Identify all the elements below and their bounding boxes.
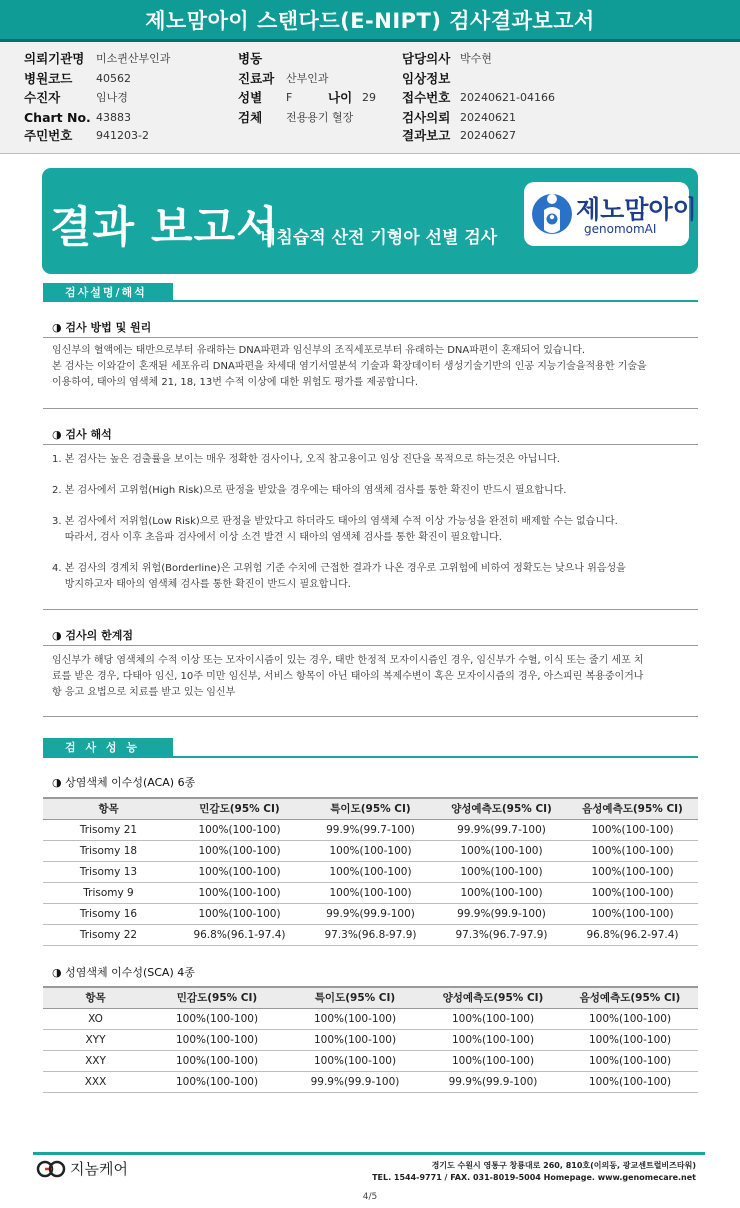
info-doctor-label: 담당의사 <box>402 51 451 66</box>
info-report-label: 결과보고 <box>402 128 451 143</box>
table-cell: 100%(100-100) <box>562 1029 698 1050</box>
table-cell: 100%(100-100) <box>562 1071 698 1092</box>
section-divider <box>43 300 698 302</box>
info-dept-value: 산부인과 <box>286 72 329 85</box>
info-receiver-label: 수진자 <box>24 90 61 105</box>
info-ward <box>238 49 286 67</box>
company-name: 지놈케어 <box>70 1160 128 1178</box>
info-receiver-value: 임나경 <box>96 91 128 104</box>
table-cell: XXX <box>43 1071 148 1092</box>
table-cell: 100%(100-100) <box>148 1008 286 1029</box>
genomom-logo <box>524 182 697 246</box>
limitation-line: 임신부가 해당 염색체의 수적 이상 또는 모자이시즘이 있는 경우, 태반 한정적 모자이시즘인 경우, 임신부가 수혈, 이식 또는 줄기 세포 치 <box>52 655 644 666</box>
table-cell: 100%(100-100) <box>424 1029 562 1050</box>
method-line: 본 검사는 이와같이 혼재된 세포유리 DNA파편을 차세대 염기서열분석 기술과 확장데이터 생성기술기반의 인공 지능기술을적용한 기술을 <box>52 361 647 372</box>
info-request-label: 검사의뢰 <box>402 110 451 125</box>
aca-heading: ◑ 상염색체 이수성(ACA) 6종 <box>52 776 196 789</box>
column-header: 음성예측도(95% CI) <box>567 798 698 819</box>
info-rrn <box>24 126 149 144</box>
info-reception-value: 20240621-04166 <box>460 90 555 104</box>
table-cell: XXY <box>43 1050 148 1071</box>
genomecare-logo-icon <box>36 1159 66 1179</box>
report-title: 제노맘아이 스탠다드(E-NIPT) 검사결과보고서 <box>145 8 595 33</box>
info-dept-label: 진료과 <box>238 71 275 86</box>
info-sex <box>238 88 376 106</box>
logo-english-text: genomomAI <box>584 222 657 236</box>
column-header: 항목 <box>43 798 174 819</box>
aca-table <box>43 797 698 946</box>
table-cell: 100%(100-100) <box>148 1050 286 1071</box>
info-hospital-label: 의뢰기관명 <box>24 51 85 66</box>
column-header: 민감도(95% CI) <box>148 987 286 1008</box>
divider <box>43 609 698 610</box>
divider <box>43 337 698 338</box>
table-cell: 100%(100-100) <box>286 1050 424 1071</box>
limitation-paragraph <box>52 653 697 701</box>
info-reception-label: 접수번호 <box>402 90 451 105</box>
interpretation-item-1 <box>52 452 697 468</box>
interpretation-item-2 <box>52 483 697 499</box>
info-reception <box>402 88 555 106</box>
info-dept <box>238 69 329 87</box>
table-cell: Trisomy 16 <box>43 903 174 924</box>
table-row <box>43 1071 698 1092</box>
table-cell: 100%(100-100) <box>436 861 567 882</box>
contact-line: TEL. 1544-9771 / FAX. 031-8019-5004 Homepage. www.genomecare.net <box>372 1173 696 1182</box>
method-line: 임신부의 혈액에는 태반으로부터 유래하는 DNA파편과 임신부의 조직세포로부터 유래하는 DNA파편이 혼재되어 있습니다. <box>52 345 586 356</box>
table-cell: 100%(100-100) <box>424 1050 562 1071</box>
info-chart-label: Chart No. <box>24 109 91 125</box>
info-doctor <box>402 49 492 67</box>
footer-divider <box>33 1152 705 1155</box>
table-cell: 100%(100-100) <box>562 1050 698 1071</box>
table-row <box>43 1050 698 1071</box>
table-cell: 100%(100-100) <box>174 903 305 924</box>
sca-heading: ◑ 성염색체 이수성(SCA) 4종 <box>52 966 195 979</box>
table-cell: 100%(100-100) <box>567 819 698 840</box>
interpretation-line: 4. 본 검사의 경계치 위험(Borderline)은 고위험 기준 수치에 근접한 결과가 나온 경우로 고위험에 비하여 정확도는 낮으나 위음성을 <box>52 563 626 574</box>
company-logo <box>36 1158 128 1179</box>
table-cell: 100%(100-100) <box>567 840 698 861</box>
column-header: 특이도(95% CI) <box>286 987 424 1008</box>
column-header: 민감도(95% CI) <box>174 798 305 819</box>
divider <box>43 444 698 445</box>
info-hospital-value: 미소퀸산부인과 <box>96 52 171 65</box>
info-specimen-label: 검체 <box>238 110 263 125</box>
table-cell: 100%(100-100) <box>305 840 436 861</box>
limitation-heading: ◑ 검사의 한계점 <box>52 629 134 642</box>
table-cell: 99.9%(99.9-100) <box>436 903 567 924</box>
interpretation-line: 2. 본 검사에서 고위험(High Risk)으로 판정을 받았을 경우에는 태아의 염색체 검사를 통한 확진이 반드시 필요합니다. <box>52 485 567 496</box>
divider <box>43 716 698 717</box>
table-row <box>43 1008 698 1029</box>
column-header: 특이도(95% CI) <box>305 798 436 819</box>
table-cell: 100%(100-100) <box>174 882 305 903</box>
column-header: 항목 <box>43 987 148 1008</box>
table-cell: 99.9%(99.9-100) <box>286 1071 424 1092</box>
sca-table <box>43 986 698 1093</box>
table-cell: 96.8%(96.2-97.4) <box>567 924 698 945</box>
table-cell: 100%(100-100) <box>286 1008 424 1029</box>
table-row <box>43 924 698 945</box>
table-cell: 100%(100-100) <box>286 1029 424 1050</box>
table-cell: 100%(100-100) <box>436 882 567 903</box>
table-cell: Trisomy 22 <box>43 924 174 945</box>
interpretation-line: 따라서, 검사 이후 초음파 검사에서 이상 소견 발견 시 태아의 염색체 검사를 통한 확진이 필요합니다. <box>52 532 502 543</box>
info-chart <box>24 108 131 126</box>
info-code <box>24 69 131 87</box>
table-cell: 100%(100-100) <box>305 882 436 903</box>
table-cell: Trisomy 21 <box>43 819 174 840</box>
table-cell: Trisomy 13 <box>43 861 174 882</box>
info-doctor-value: 박수현 <box>460 52 492 65</box>
table-cell: 100%(100-100) <box>148 1071 286 1092</box>
info-chart-value: 43883 <box>96 110 131 124</box>
report-title-bar <box>0 0 740 42</box>
section-tab-description: 검사설명/해석 <box>43 283 173 301</box>
section-divider <box>43 756 698 758</box>
info-report <box>402 126 516 144</box>
table-cell: 100%(100-100) <box>148 1029 286 1050</box>
table-cell: 99.9%(99.7-100) <box>436 819 567 840</box>
table-cell: XYY <box>43 1029 148 1050</box>
column-header: 양성예측도(95% CI) <box>424 987 562 1008</box>
limitation-line: 료를 받은 경우, 다태아 임신, 10주 미만 임신부, 서비스 항목이 아닌 태아의 복제수변이 혹은 모자이시즘의 경우, 아스피린 복용중이거나 <box>52 671 644 682</box>
info-sex-value: F <box>286 90 293 104</box>
table-cell: 100%(100-100) <box>436 840 567 861</box>
info-specimen <box>238 108 353 126</box>
info-code-label: 병원코드 <box>24 71 73 86</box>
table-cell: 99.9%(99.9-100) <box>305 903 436 924</box>
table-cell: 97.3%(96.8-97.9) <box>305 924 436 945</box>
info-code-value: 40562 <box>96 71 131 85</box>
address-line: 경기도 수원시 영통구 창룡대로 260, 810호(이의동, 광교센트럴비즈타워) <box>431 1161 696 1170</box>
table-cell: Trisomy 9 <box>43 882 174 903</box>
divider <box>43 408 698 409</box>
logo-korean-text: 제노맘아이 <box>576 195 697 224</box>
interpretation-line: 1. 본 검사는 높은 검출률을 보이는 매우 정확한 검사이나, 오직 참고용이고 임상 진단을 목적으로 하는것은 아닙니다. <box>52 454 560 465</box>
interpretation-item-4 <box>52 561 697 593</box>
divider <box>43 645 698 646</box>
table-row <box>43 882 698 903</box>
banner-title: 결과 보고서 <box>50 203 279 253</box>
info-sex-label: 성별 <box>238 90 263 105</box>
page-number: 4/5 <box>362 1192 378 1202</box>
info-ward-label: 병동 <box>238 51 263 66</box>
table-cell: 100%(100-100) <box>174 861 305 882</box>
column-header: 양성예측도(95% CI) <box>436 798 567 819</box>
sca-header-row <box>43 987 698 1008</box>
result-banner <box>42 168 698 274</box>
column-header: 음성예측도(95% CI) <box>562 987 698 1008</box>
info-request-value: 20240621 <box>460 110 516 124</box>
info-report-value: 20240627 <box>460 128 516 142</box>
mother-baby-icon <box>530 190 574 238</box>
patient-info-panel <box>0 42 740 154</box>
interpretation-item-3 <box>52 514 697 546</box>
table-cell: Trisomy 18 <box>43 840 174 861</box>
aca-header-row <box>43 798 698 819</box>
info-rrn-label: 주민번호 <box>24 128 73 143</box>
table-cell: XO <box>43 1008 148 1029</box>
table-row <box>43 1029 698 1050</box>
interpretation-line: 방지하고자 태아의 염색체 검사를 통한 확진이 반드시 필요합니다. <box>52 579 351 590</box>
table-cell: 100%(100-100) <box>424 1008 562 1029</box>
table-cell: 97.3%(96.7-97.9) <box>436 924 567 945</box>
table-row <box>43 861 698 882</box>
interpretation-heading: ◑ 검사 해석 <box>52 428 112 441</box>
info-request <box>402 108 516 126</box>
table-row <box>43 819 698 840</box>
method-line: 이용하여, 태아의 염색체 21, 18, 13번 수적 이상에 대한 위험도 평가를 제공합니다. <box>52 377 418 388</box>
limitation-line: 항 응고 요법으로 치료를 받고 있는 임신부 <box>52 687 236 698</box>
table-row <box>43 903 698 924</box>
banner-subtitle: 비침습적 산전 기형아 선별 검사 <box>260 228 498 248</box>
section-tab-performance: 검 사 성 능 <box>43 738 173 756</box>
company-address <box>372 1160 696 1184</box>
info-specimen-value: 전용용기 혈장 <box>286 111 354 124</box>
interpretation-line: 3. 본 검사에서 저위험(Low Risk)으로 판정을 받았다고 하더라도 태아의 염색체 수적 이상 가능성을 완전히 배제할 수는 없습니다. <box>52 516 618 527</box>
info-clinical <box>402 69 460 87</box>
table-cell: 100%(100-100) <box>567 903 698 924</box>
info-receiver <box>24 88 128 106</box>
info-clinical-label: 임상정보 <box>402 71 451 86</box>
table-cell: 96.8%(96.1-97.4) <box>174 924 305 945</box>
table-cell: 99.9%(99.9-100) <box>424 1071 562 1092</box>
table-cell: 100%(100-100) <box>174 819 305 840</box>
table-cell: 100%(100-100) <box>567 882 698 903</box>
info-age-value: 29 <box>362 90 376 104</box>
table-row <box>43 840 698 861</box>
table-cell: 100%(100-100) <box>562 1008 698 1029</box>
table-cell: 99.9%(99.7-100) <box>305 819 436 840</box>
table-cell: 100%(100-100) <box>174 840 305 861</box>
info-rrn-value: 941203-2 <box>96 128 149 142</box>
info-hospital <box>24 49 170 67</box>
info-age-label: 나이 <box>328 90 353 105</box>
table-cell: 100%(100-100) <box>567 861 698 882</box>
method-heading: ◑ 검사 방법 및 원리 <box>52 321 152 334</box>
method-paragraph <box>52 343 697 391</box>
table-cell: 100%(100-100) <box>305 861 436 882</box>
